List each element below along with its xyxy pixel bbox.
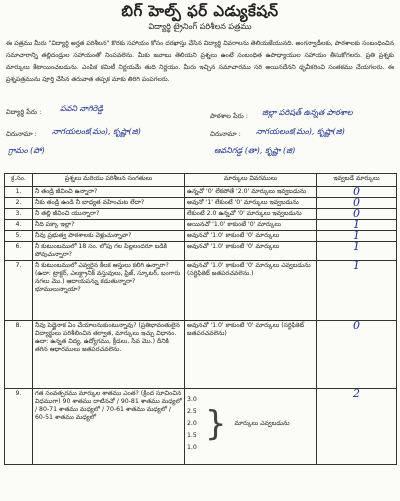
row-score[interactable]: 0 <box>317 321 397 389</box>
row-marks-detail: అయినచో '1.0' కాకుంటే '0' మార్కులు <box>185 220 317 231</box>
row-question: నీ తండ్రి జీవించి ఉన్నారా? <box>33 187 185 198</box>
row-marks-detail: అవునచో '1.0' కాకుంటే '0' మార్కులు <box>185 242 317 261</box>
header-score: ఇవ్వబడే మార్కులు <box>317 174 397 187</box>
row-marks-detail: ఉన్నచో '0' లేకపోతే '2.0' మార్కులు ఇవ్వబడును <box>185 187 317 198</box>
row-score[interactable]: 2 <box>317 389 397 465</box>
row-score[interactable]: 1 <box>317 261 397 321</box>
school-address-line2-value: ఆవనిగడ్డ (తా), కృష్ణా (జి) <box>214 146 296 155</box>
table-row <box>5 187 397 198</box>
scale-values <box>187 396 197 452</box>
address-label: చిరునామా : <box>6 130 37 138</box>
table-row <box>5 261 397 321</box>
table-header-row <box>5 174 397 187</box>
row-number: 6. <box>5 242 33 261</box>
header-marks-detail: మార్కులు వివరములు <box>185 174 317 187</box>
table-row <box>5 242 397 261</box>
percentage-scale <box>187 396 314 452</box>
row-marks-detail: అవునచో '1.0' కాకుంటే '0' మార్కులు ఎవ్వబడును (సర్టిఫికెట్ జతపరచవలెను.) <box>185 261 317 321</box>
table-row <box>5 389 397 465</box>
row-question: నీవు పెద్దైనాక ఏం చేయాలనుకుంటున్నావు? (ప్రతిభావంతులైన విద్యార్థులు పరిశీలించిన తర్వాత, మార్కులు ఇచ్చు విధానం. ఉదా: ఉన్నత విద్య, ఉద్యోగము, క్రీడలు, సేవ మొ.) దీనికి తగిన ఆధారములు జతపరచవలెను. <box>33 321 185 389</box>
row-question: నీ కుటుంబములో ఎవ్వరైన కీలక ఆస్తులు కలిగి ఉన్నారా? (ఉదా: ట్రాక్టర్, ఎలక్ట్రానిక్ వస్తువులు, ఫ్రిజ్, స్కూటర్, బంగారు నగలు మొ.) ఆదాయపన్ను కడుతున్నారా? భూములున్నాయా? <box>33 261 185 321</box>
row-number: 3. <box>5 209 33 220</box>
scale-value: 3.0 <box>187 396 197 403</box>
scale-marks-label: మార్కులు ఎవ్వబడును <box>234 420 290 427</box>
brace-glyph: } <box>204 404 227 444</box>
row-marks-detail <box>185 389 317 465</box>
row-number: 2. <box>5 198 33 209</box>
marks-table <box>4 173 397 465</box>
row-question: నీకు తండ్రి ఉండి నీ బాధ్యత వహించుట లేదా? <box>33 198 185 209</box>
row-number: 9. <box>5 389 33 465</box>
school-address-label: చిరునామా : <box>210 130 241 138</box>
scale-value: 2.0 <box>187 420 197 427</box>
row-question: నీవు ప్రభుత్వ పాఠశాలకు వెళ్లుచున్నావా? <box>33 231 185 242</box>
row-question: నీ కుటుంబములో 18 సం. లోపు గల పిల్లలందరూ బడికి పోవుచున్నారా? <box>33 242 185 261</box>
row-marks-detail: లేకుంటే 2.0 ఉన్నచో '0' మార్కులు ఇవ్వబడును <box>185 209 317 220</box>
table-row <box>5 231 397 242</box>
header-question: ప్రశ్నలు మరియు పరిశీలన సంగతులు <box>33 174 185 187</box>
row-question: గత సంవత్సరము మార్కుల శాతము ఎంత? (క్రింద సూచించిన విధముగా) 90 శాతము దాటినచో / 90-81 శాతము మధ్యలో / 80-71 శాతము మధ్యలో / 70-61 శాతము మధ్యలో / 60-51 శాతము మధ్యలో <box>33 389 185 465</box>
row-marks-detail: అవునచో '1.0' కాకుంటే '0' మార్కులు (సర్టిఫికెట్ జతపరచవలెను) <box>185 321 317 389</box>
table-row <box>5 209 397 220</box>
school-address-value: నాగయలంక(మం), కృష్ణా(జి) <box>256 127 345 136</box>
row-number: 7. <box>5 261 33 321</box>
row-number: 4. <box>5 220 33 231</box>
row-question: నీ తల్లి జీవించి యున్నారా? <box>33 209 185 220</box>
address-value: నాగయలంక(మం), కృష్ణా(జి) <box>52 127 141 136</box>
student-name-label: విద్యార్థి పేరు : <box>6 108 42 116</box>
row-score[interactable]: 1 <box>317 242 397 261</box>
school-name-label: పాఠశాల పేరు : <box>210 112 248 120</box>
form-title: బిగ్ హెల్ప్ ఫర్ ఎడ్యుకేషన్ <box>121 2 279 20</box>
table-row <box>5 198 397 209</box>
row-score[interactable]: 0 <box>317 187 397 198</box>
row-score[interactable]: 0 <box>317 209 397 220</box>
form-subtitle: విద్యార్థి ట్రైనింగ్ పరిశీలన పత్రము <box>148 22 252 31</box>
row-marks-detail: అవునచో '1.0' కాకుంటే '0' మార్కులు <box>185 231 317 242</box>
address-line2-value: గ్రామం (పో) <box>8 146 45 155</box>
school-name-value: జిల్లా పరిషత్ ఉన్నత పాఠశాల <box>262 108 353 117</box>
row-number: 5. <box>5 231 33 242</box>
scale-value: 2.5 <box>187 408 197 415</box>
header-serial: క్ర.సం. <box>5 174 33 187</box>
scale-value: 1.0 <box>187 444 197 451</box>
student-name-value: పవని నాగిరెడ్డి <box>60 104 104 113</box>
row-number: 1. <box>5 187 33 198</box>
row-number: 8. <box>5 321 33 389</box>
row-marks-detail: అవునో '1' లేకుంటే '0' మార్కులు ఇవ్వబడును <box>185 198 317 209</box>
table-row <box>5 321 397 389</box>
row-score[interactable]: 0 <box>317 198 397 209</box>
row-score[interactable]: 1 <box>317 220 397 231</box>
scale-value: 1.5 <box>187 432 197 439</box>
intro-paragraph: ఈ పత్రము మీరు "విద్యార్థి అర్హత పరిశీలన" కొరకు సహాయం కోసం దరఖాస్తు చేసిన విద్యార్థి వివరాలను తెలియజేయునది. అంగన్వాడీలకు, పాఠశాలకు సంబంధించిన సమాచారాన్ని తల్లిదండ్రుల సహాయంతో నింపవలెను. మీకు జవాబు తెలియని ప్రశ్నలు ఉంటే సంబంధిత ఉపాధ్యాయుల సహాయం తీసుకోగలరు. ప్రతి ప్రశ్నకు మార్కులు కేటాయించబడును. ఎంపిక కమిటీ నిర్ణయమే తుది నిర్ణయం. మీరు ఇచ్చిన సమాచారము సరి అయినదేనని ధృవీకరించి సంతకము చేయగలరు. ఈ ప్రశ్నపత్రమును పూర్తి చేసిన తరువాత తప్పక మాకు తిరిగి పంపగలరు. <box>6 40 394 83</box>
row-score[interactable]: 1 <box>317 231 397 242</box>
table-row <box>5 220 397 231</box>
row-question: నీది పక్కా ఇల్లా? <box>33 220 185 231</box>
